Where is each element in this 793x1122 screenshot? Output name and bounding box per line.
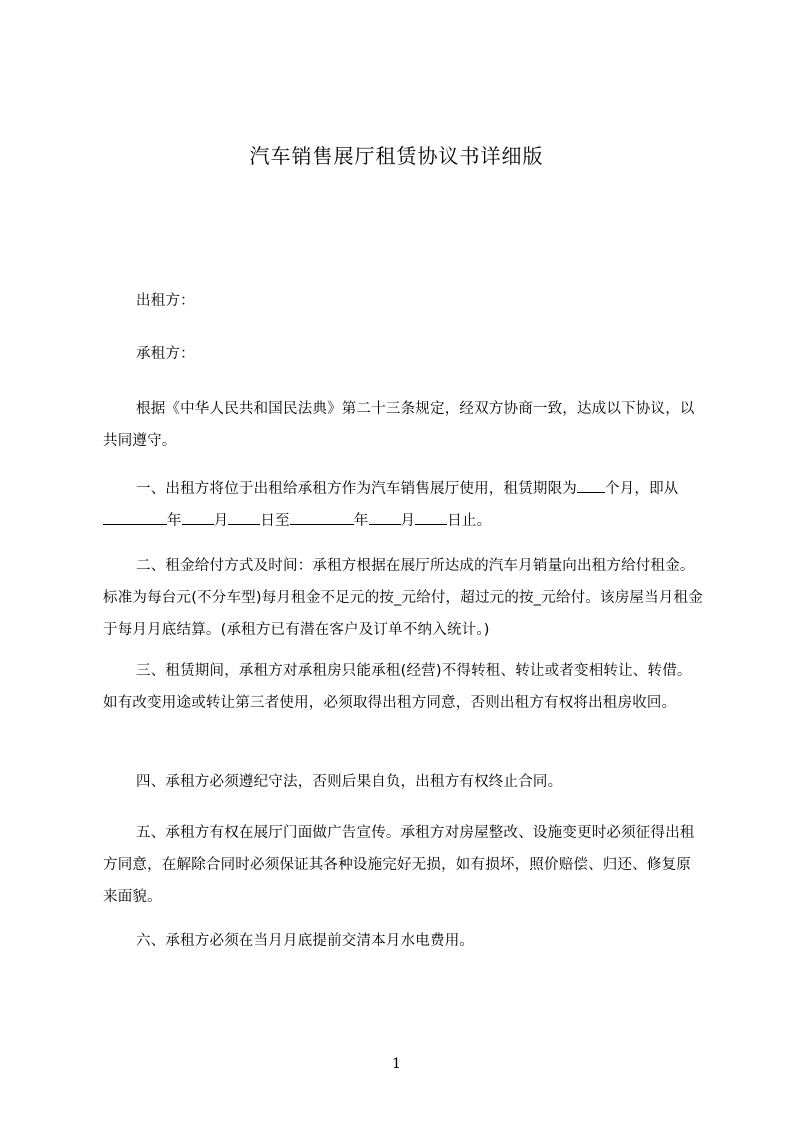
- clause-1-year-2: 年: [353, 513, 369, 529]
- start-month-blank: [182, 508, 214, 525]
- lessor-label: 出租方：: [136, 293, 195, 309]
- intro-paragraph: 根据《中华人民共和国民法典》第二十三条规定，经双方协商一致，达成以下协议，以共同遵守。: [103, 401, 695, 449]
- clause-1-day-end: 日止。: [447, 513, 492, 529]
- document-title: 汽车销售展厅租赁协议书详细版: [249, 144, 544, 168]
- clause-3: 三、租赁期间，承租方对承租房只能承租(经营)不得转租、转让或者变相转让、转借。如有改变用途或转让第三者使用，必须取得出租方同意，否则出租方有权将出租房收回。: [103, 663, 692, 711]
- term-months-blank: [577, 476, 605, 493]
- clause-1: [103, 473, 703, 537]
- clause-1-year-1: 年: [167, 513, 182, 529]
- end-year-blank: [290, 508, 354, 525]
- clause-6: 六、承租方必须在当月月底提前交清本月水电费用。: [136, 933, 475, 949]
- end-month-blank: [369, 508, 401, 525]
- lessee-label: 承租方：: [136, 346, 195, 362]
- clause-1-part-b: 个月，即从: [605, 481, 679, 497]
- clause-5: 五、承租方有权在展厅门面做广告宣传。承租方对房屋整改、设施变更时必须征得出租方同意，在解除合同时必须保证其各种设施完好无损，如有损坏，照价赔偿、归还、修复原来面貌。: [103, 825, 695, 905]
- clause-1-part-a: 一、出租方将位于出租给承租方作为汽车销售展厅使用，租赁期限为: [136, 481, 577, 497]
- page-number: 1: [392, 1056, 401, 1072]
- clause-1-month-1: 月: [213, 513, 229, 529]
- clause-2: 二、租金给付方式及时间：承租方根据在展厅所达成的汽车月销量向出租方给付租金。标准为每台元(不分车型)每月租金不足元的按_元给付，超过元的按_元给付。该房屋当月租金于每月月底结算。(承租方已有潜在客户及订单不纳入统计。): [103, 558, 703, 638]
- clause-1-month-2: 月: [400, 513, 416, 529]
- start-day-blank: [228, 508, 260, 525]
- end-day-blank: [415, 508, 447, 525]
- clause-1-day-to: 日至: [260, 513, 290, 529]
- clause-4: 四、承租方必须遵纪守法，否则后果自负，出租方有权终止合同。: [136, 774, 563, 790]
- start-year-blank: [103, 508, 167, 525]
